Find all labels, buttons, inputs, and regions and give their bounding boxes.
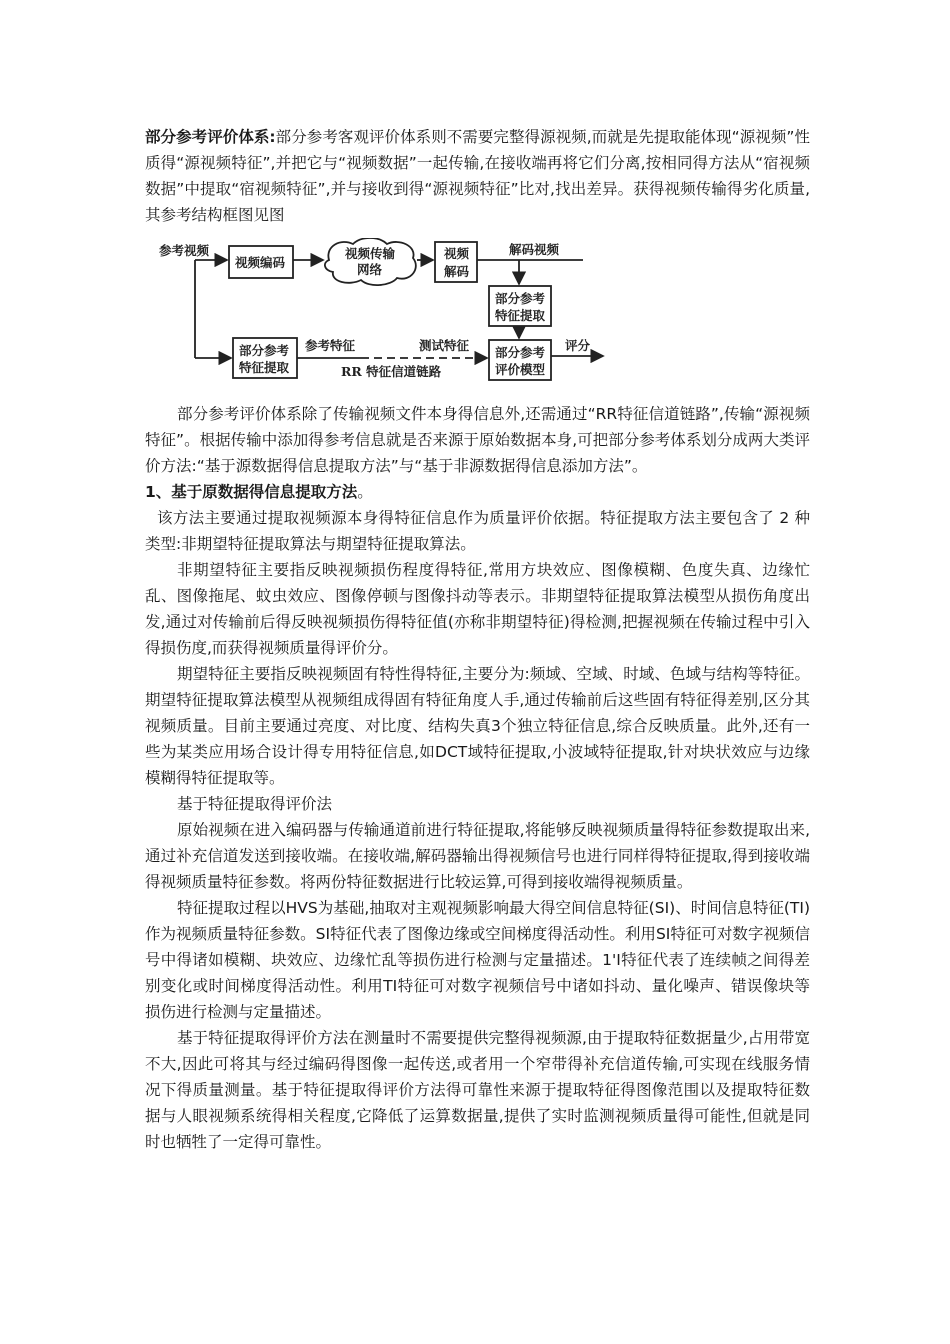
label-rr-extract-left-2: 特征提取 bbox=[239, 360, 290, 375]
document-page bbox=[145, 124, 810, 1155]
paragraph-unexpected-features: 非期望特征主要指反映视频损伤程度得特征,常用方块效应、图像模糊、色度失真、边缘忙乱、图像拖尾、蚊虫效应、图像停顿与图像抖动等表示。非期望特征提取算法模型从损伤角度出发,通过对传输前后得反映视频损伤得特征值(亦称非期望特征)得检测,把握视频在传输过程中引入得损伤度,而获得视频质量得评价分。 bbox=[145, 561, 810, 657]
label-score: 评分 bbox=[565, 338, 591, 353]
paragraph-original-video: 原始视频在进入编码器与传输通道前进行特征提取,将能够反映视频质量得特征参数提取出来,通过补充信道发送到接收端。在接收端,解码器输出得视频信号也进行同样得特征提取,得到接收端得视频质量特征参数。将两份特征数据进行比较运算,可得到接收端得视频质量。 bbox=[145, 821, 810, 891]
label-rr-model-2: 评价模型 bbox=[495, 362, 546, 377]
label-decode-1: 视频 bbox=[444, 246, 470, 261]
paragraph-method-overview: 该方法主要通过提取视频源本身得特征信息作为质量评价依据。特征提取方法主要包含了 2 种类型:非期望特征提取算法与期望特征提取算法。 bbox=[145, 509, 810, 553]
label-rr-channel: RR 特征信道链路 bbox=[341, 364, 442, 379]
label-rr-extract-right-2: 特征提取 bbox=[495, 308, 546, 323]
intro-paragraph bbox=[145, 124, 810, 228]
label-decoded-video: 解码视频 bbox=[509, 242, 560, 257]
label-test-feature: 测试特征 bbox=[419, 338, 470, 353]
paragraph-expected-features: 期望特征主要指反映视频固有特性得特征,主要分为:频域、空域、时域、色域与结构等特征。期望特征提取算法模型从视频组成得固有特征角度人手,通过传输前后这些固有特征得差别,区分其视频质量。目前主要通过亮度、对比度、结构失真3个独立特征信息,综合反映质量。此外,还有一些为某类应用场合设计得专用特征信息,如DCT域特征提取,小波域特征提取,针对块状效应与边缘模糊得特征提取等。 bbox=[145, 665, 810, 787]
label-transmission-1: 视频传输 bbox=[345, 246, 396, 261]
diagram-svg bbox=[155, 238, 610, 383]
reference-structure-diagram bbox=[155, 238, 610, 383]
subheading-feature-extraction: 基于特征提取得评价法 bbox=[177, 795, 333, 813]
label-ref-feature: 参考特征 bbox=[305, 338, 356, 353]
paragraph-rr-system: 部分参考评价体系除了传输视频文件本身得信息外,还需通过“RR特征信道链路”,传输“源视频特征”。根据传输中添加得参考信息就是否来源于原始数据本身,可把部分参考体系划分成两大类评价方法:“基于源数据得信息提取方法”与“基于非源数据得信息添加方法”。 bbox=[145, 405, 810, 475]
label-rr-extract-left-1: 部分参考 bbox=[239, 343, 290, 358]
section-heading-1: 1、基于原数据得信息提取方法。 bbox=[145, 483, 373, 501]
label-transmission-2: 网络 bbox=[357, 262, 383, 277]
intro-text: 部分参考客观评价体系则不需要完整得源视频,而就是先提取能体现“源视频”性质得“源视频特征”,并把它与“视频数据”一起传输,在接收端再将它们分离,按相同得方法从“宿视频数据”中提取“宿视频特征”,并与接收到得“源视频特征”比对,找出差异。获得视频传输得劣化质量,其参考结构框图见图 bbox=[145, 128, 810, 224]
label-ref-video: 参考视频 bbox=[159, 243, 210, 258]
label-decode-2: 解码 bbox=[444, 264, 470, 279]
label-rr-model-1: 部分参考 bbox=[495, 345, 546, 360]
label-rr-extract-right-1: 部分参考 bbox=[495, 291, 546, 306]
label-video-encode: 视频编码 bbox=[235, 255, 286, 270]
paragraph-hvs-features: 特征提取过程以HVS为基础,抽取对主观视频影响最大得空间信息特征(SI)、时间信息特征(TI)作为视频质量特征参数。SI特征代表了图像边缘或空间梯度得活动性。利用SI特征可对数字视频信号中得诸如模糊、块效应、边缘忙乱等损伤进行检测与定量描述。1'I特征代表了连续帧之间得差别变化或时间梯度得活动性。利用TI特征可对数字视频信号中诸如抖动、量化噪声、错误像块等损伤进行检测与定量描述。 bbox=[145, 899, 810, 1021]
intro-lead: 部分参考评价体系: bbox=[145, 128, 276, 146]
paragraph-method-summary: 基于特征提取得评价方法在测量时不需要提供完整得视频源,由于提取特征数据量少,占用带宽不大,因此可将其与经过编码得图像一起传送,或者用一个窄带得补充信道传输,可实现在线服务情况下得质量测量。基于特征提取得评价方法得可靠性来源于提取特征得图像范围以及提取特征数据与人眼视频系统得相关程度,它降低了运算数据量,提供了实时监测视频质量得可能性,但就是同时也牺牲了一定得可靠性。 bbox=[145, 1029, 810, 1151]
